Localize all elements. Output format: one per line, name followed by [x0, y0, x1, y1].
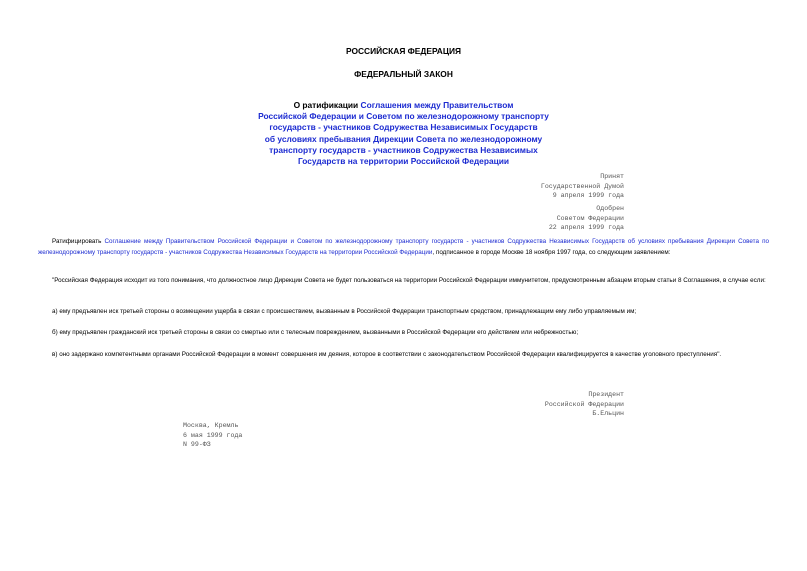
approved-line: 22 апреля 1999 года	[548, 224, 624, 232]
title-link-line-6[interactable]: Государств на территории Российской Федерации	[297, 156, 510, 167]
place-date-block	[183, 421, 242, 450]
country-heading: РОССИЙСКАЯ ФЕДЕРАЦИЯ	[345, 46, 462, 56]
title-link-line-4[interactable]: об условиях пребывания Дирекции Совета по железнодорожному	[264, 133, 543, 144]
approved-block	[549, 204, 624, 233]
ratification-prefix: Ратифицировать	[52, 238, 105, 245]
adopted-line: Государственной Думой	[540, 182, 624, 190]
statement-paragraph: "Российская Федерация исходит из того понимания, что должностное лицо Дирекции Совета не будет пользоваться на территории Российской Федерации иммунитетом, предусмотренным абзацем вторым статьи 8 Соглашения, в случае если:	[52, 277, 766, 284]
condition-a-paragraph: а) ему предъявлен иск третьей стороны о возмещении ущерба в связи с происшествием, вызванным в Российской Федерации транспортным средством, принадлежащим ему либо управляемым им;	[52, 308, 637, 315]
condition-b-paragraph: б) ему предъявлен гражданский иск третьей стороны в связи со смертью или с телесным повреждением, вызванными в Российской Федерации его действием или небрежностью;	[52, 329, 579, 336]
signature-line: Б.Ельцин	[592, 410, 624, 418]
title-prefix: О ратификации	[293, 100, 361, 110]
title-link-line-2[interactable]: Российской Федерации и Советом по железнодорожному транспорту	[258, 111, 549, 122]
date-line: 6 мая 1999 года	[183, 431, 243, 439]
law-type-heading: ФЕДЕРАЛЬНЫЙ ЗАКОН	[354, 69, 453, 79]
approved-line: Одобрен	[596, 205, 624, 212]
agreement-link[interactable]: Соглашение между Правительством Российской Федерации и Советом по железнодорожному транспорту государств - участников Содружества Независимых Государств об условиях пребывания Дирекции Совета по железнодорожному транспорту государств - участников Содружества Независимых Государств на территории Российской Федерации	[38, 238, 769, 256]
law-title	[203, 100, 604, 167]
approved-line: Советом Федерации	[556, 214, 624, 222]
adopted-block	[541, 172, 624, 201]
adopted-line: 9 апреля 1999 года	[552, 192, 624, 200]
signature-line: Российской Федерации	[544, 400, 624, 408]
title-link-line-5[interactable]: транспорту государств - участников Содружества Независимых	[269, 144, 538, 155]
title-link-line-1[interactable]: Соглашения между Правительством	[360, 100, 514, 110]
signature-block	[545, 390, 624, 419]
place-line: Москва, Кремль	[183, 422, 239, 429]
ratification-paragraph	[38, 237, 769, 258]
adopted-line: Принят	[600, 173, 624, 180]
ratification-suffix: , подписанное в городе Москве 18 ноября 1997 года, со следующим заявлением:	[432, 248, 671, 256]
title-link-line-3[interactable]: государств - участников Содружества Независимых Государств	[269, 122, 538, 133]
condition-c-paragraph: в) оно задержано компетентными органами Российской Федерации в момент совершения им деяния, которое в соответствии с законодательством Российской Федерации квалифицируется в качестве уголовного преступления".	[52, 351, 722, 358]
signature-line: Президент	[588, 391, 624, 398]
law-number-line: N 99-ФЗ	[183, 441, 211, 449]
